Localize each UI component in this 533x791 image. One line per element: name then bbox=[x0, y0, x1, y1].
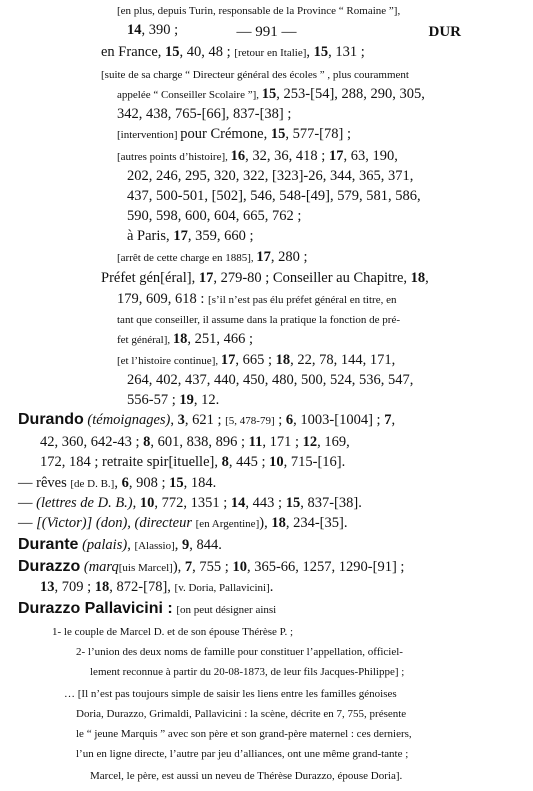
index-text: , 443 ; bbox=[245, 495, 286, 511]
index-text: , bbox=[425, 270, 429, 286]
index-line bbox=[127, 390, 219, 410]
index-text: 17 bbox=[328, 148, 344, 164]
index-text: , bbox=[127, 537, 135, 553]
index-text: , 234-[35]. bbox=[285, 515, 348, 531]
index-line bbox=[90, 765, 402, 786]
index-text: 7 bbox=[184, 559, 193, 575]
index-text: , 837-[38]. bbox=[300, 495, 362, 511]
index-line bbox=[40, 432, 350, 452]
index-text: [de D. B.] bbox=[70, 478, 115, 490]
index-text: 16 bbox=[230, 148, 246, 164]
index-text: 13 bbox=[40, 579, 55, 595]
index-text: [on peut désigner ainsi bbox=[176, 604, 277, 616]
index-text: ), bbox=[172, 559, 185, 575]
index-text: Doria, Durazzo, Grimaldi, Pallavicini : la scène, décrite en 7, 755, présente bbox=[76, 708, 407, 720]
index-text: , 1003-[1004] ; bbox=[293, 412, 385, 428]
page-number: — 991 — bbox=[236, 24, 297, 40]
index-text: 8 bbox=[143, 434, 151, 450]
index-line bbox=[127, 20, 178, 40]
index-line bbox=[18, 410, 395, 431]
index-line bbox=[127, 226, 253, 246]
index-text: , 184. bbox=[183, 475, 217, 491]
index-line bbox=[76, 743, 408, 764]
index-text: , 445 ; bbox=[228, 454, 270, 470]
index-text: , 872-[78], bbox=[109, 579, 175, 595]
index-line bbox=[127, 370, 413, 390]
index-text: pour Crémone, bbox=[180, 126, 271, 142]
index-line bbox=[117, 329, 253, 350]
index-text: appelée “ Conseiller Scolaire ”], bbox=[117, 89, 262, 101]
index-text: [retour en Italie] bbox=[234, 47, 307, 59]
index-text: 202, 246, 295, 320, 322, [323]-26, 344, 365, 371, bbox=[127, 168, 414, 184]
index-text: [v. Doria, Pallavicini] bbox=[174, 582, 270, 594]
index-line bbox=[18, 535, 222, 556]
index-text: , bbox=[132, 495, 140, 511]
index-text: 18 bbox=[172, 331, 188, 347]
index-text: , 715-[16]. bbox=[283, 454, 346, 470]
index-text: , bbox=[391, 412, 396, 428]
entry-headword: Durante bbox=[18, 536, 79, 553]
index-line bbox=[18, 473, 216, 494]
index-line bbox=[117, 289, 396, 310]
index-text: 1- le couple de Marcel D. et de son épouse Thérèse P. ; bbox=[52, 626, 294, 638]
index-text: 18 bbox=[275, 352, 291, 368]
index-text: 590, 598, 600, 604, 665, 762 ; bbox=[127, 208, 302, 224]
index-text: , bbox=[170, 412, 178, 428]
index-text: à Paris, bbox=[127, 228, 174, 244]
index-text: ; bbox=[274, 412, 286, 428]
index-text: 18 bbox=[410, 270, 426, 286]
index-text: (témoignages) bbox=[87, 412, 171, 428]
index-line bbox=[101, 268, 429, 288]
entry-headword: Durazzo bbox=[18, 558, 81, 575]
index-line bbox=[117, 350, 395, 371]
index-text: , 621 ; bbox=[184, 412, 226, 428]
index-text: , 131 ; bbox=[328, 44, 365, 60]
index-text: . bbox=[269, 579, 274, 595]
index-text: 179, 609, 618 : bbox=[117, 291, 209, 307]
index-line bbox=[64, 683, 397, 704]
index-text: 437, 500-501, [502], 546, 548-[49], 579, 581, 586, bbox=[127, 188, 421, 204]
index-text: en France, bbox=[101, 44, 166, 60]
index-line bbox=[127, 206, 301, 226]
index-text: , 577-[78] ; bbox=[285, 126, 351, 142]
index-text: ), bbox=[259, 515, 272, 531]
index-text: lement reconnue à partir du 20-08-1873, de leur fils Jacques-Philippe] ; bbox=[90, 666, 405, 678]
index-text: , 40, 48 ; bbox=[179, 44, 235, 60]
index-text: , 63, 190, bbox=[343, 148, 398, 164]
index-text: 42, 360, 642-43 ; bbox=[40, 434, 144, 450]
index-text: (lettres de D. B.) bbox=[36, 495, 133, 511]
index-text: 10 bbox=[269, 454, 284, 470]
index-text: [autres points d’histoire], bbox=[117, 151, 231, 163]
index-line bbox=[127, 166, 413, 186]
index-text: [(Victor)] (don), (directeur bbox=[36, 515, 196, 531]
index-line bbox=[76, 723, 412, 744]
index-text: , 22, 78, 144, 171, bbox=[290, 352, 396, 368]
index-text: 18 bbox=[271, 515, 286, 531]
index-text: , 12. bbox=[193, 392, 220, 408]
index-text: [uis Marcel] bbox=[118, 562, 173, 574]
index-text: 15 bbox=[169, 475, 184, 491]
index-line bbox=[18, 557, 404, 578]
index-text: — bbox=[18, 515, 37, 531]
index-text: 8 bbox=[221, 454, 229, 470]
index-text: 17 bbox=[220, 352, 236, 368]
index-text: , 32, 36, 418 ; bbox=[245, 148, 329, 164]
index-line bbox=[18, 599, 276, 620]
index-text: [en Argentine] bbox=[195, 518, 260, 530]
entry-headword: Durazzo Pallavicini : bbox=[18, 600, 173, 617]
index-text: , 253-[54], 288, 290, 305, bbox=[276, 86, 425, 102]
index-text: 14 bbox=[230, 495, 246, 511]
index-text: Marcel, le père, est aussi un neveu de Thérèse Durazzo, épouse Doria]. bbox=[90, 770, 403, 782]
index-text: , bbox=[306, 44, 314, 60]
index-text: 19 bbox=[179, 392, 194, 408]
index-text: , bbox=[174, 537, 183, 553]
index-text: 18 bbox=[94, 579, 110, 595]
index-line bbox=[101, 64, 409, 85]
index-text: [en plus, depuis Turin, responsable de la Province “ Romaine ”], bbox=[117, 5, 401, 17]
index-text: (palais) bbox=[82, 537, 128, 553]
index-text: 9 bbox=[182, 537, 190, 553]
index-line bbox=[76, 641, 403, 662]
index-text: 15 bbox=[270, 126, 286, 142]
index-text: [Alassio] bbox=[134, 540, 175, 552]
index-text: 11 bbox=[248, 434, 263, 450]
index-text: , bbox=[114, 475, 122, 491]
index-text: 264, 402, 437, 440, 450, 480, 500, 524, 536, 547, bbox=[127, 372, 414, 388]
index-text: [arrêt de cette charge en 1885], bbox=[117, 252, 257, 264]
index-line bbox=[117, 124, 351, 145]
index-text: [intervention] bbox=[117, 129, 181, 141]
index-text: … [Il n’est pas toujours simple de saisir les liens entre les familles génoises bbox=[64, 688, 397, 700]
index-text: , 279-80 ; Conseiller au Chapitre, bbox=[213, 270, 411, 286]
index-text: tant que conseiller, il assume dans la pratique la fonction de pré- bbox=[117, 314, 401, 326]
index-text: , 169, bbox=[317, 434, 350, 450]
index-text: , 908 ; bbox=[128, 475, 170, 491]
index-text: 17 bbox=[256, 249, 271, 265]
index-text: , 844. bbox=[189, 537, 222, 553]
index-text: 10 bbox=[232, 559, 247, 575]
index-text: , 665 ; bbox=[235, 352, 276, 368]
index-text: , 709 ; bbox=[54, 579, 95, 595]
entry-headword: Durando bbox=[18, 411, 84, 428]
index-text: 3 bbox=[177, 412, 185, 428]
index-text: 7 bbox=[384, 412, 392, 428]
index-text: 14 bbox=[127, 22, 142, 38]
index-text: le “ jeune Marquis ” avec son père et son grand-père maternel : ces derniers, bbox=[76, 728, 412, 740]
index-text: 10 bbox=[139, 495, 155, 511]
index-text: [5, 478-79] bbox=[225, 415, 275, 427]
index-text: — bbox=[18, 495, 37, 511]
index-text: 342, 438, 765-[66], 837-[38] ; bbox=[117, 106, 292, 122]
index-text: l’un en ligne directe, l’autre par jeu d’alliances, ont une même grand-tante ; bbox=[76, 748, 409, 760]
index-line bbox=[117, 104, 291, 124]
index-text: fet général], bbox=[117, 334, 173, 346]
index-text: [et l’histoire continue], bbox=[117, 355, 221, 367]
index-text: , 251, 466 ; bbox=[187, 331, 254, 347]
index-text: , 755 ; bbox=[192, 559, 233, 575]
index-text: 17 bbox=[173, 228, 188, 244]
index-line bbox=[117, 247, 308, 268]
index-text: , 280 ; bbox=[270, 249, 308, 265]
index-line bbox=[117, 0, 400, 21]
index-text: (marq bbox=[83, 559, 119, 575]
index-text: , 390 ; bbox=[141, 22, 179, 38]
running-head: DUR bbox=[428, 24, 461, 40]
index-text: 17 bbox=[198, 270, 214, 286]
index-text: 6 bbox=[121, 475, 129, 491]
index-line bbox=[18, 513, 347, 534]
index-text: 6 bbox=[285, 412, 294, 428]
index-text: 15 bbox=[261, 86, 277, 102]
index-text: 556-57 ; bbox=[127, 392, 180, 408]
index-text: [s’il n’est pas élu préfet général en titre, en bbox=[208, 294, 397, 306]
index-line bbox=[18, 493, 362, 513]
index-text: Préfet gén[éral], bbox=[101, 270, 199, 286]
index-text: [suite de sa charge “ Directeur général des écoles ” , plus couramment bbox=[101, 69, 409, 81]
index-line bbox=[40, 577, 273, 598]
index-line bbox=[117, 84, 425, 105]
index-text: 15 bbox=[165, 44, 180, 60]
index-line bbox=[117, 146, 398, 167]
index-line bbox=[52, 621, 293, 642]
index-line bbox=[40, 452, 345, 472]
index-line bbox=[101, 42, 365, 63]
index-text: — rêves bbox=[18, 475, 71, 491]
index-line bbox=[90, 661, 404, 682]
index-line bbox=[127, 186, 421, 206]
index-text: , 359, 660 ; bbox=[187, 228, 254, 244]
index-text: , 772, 1351 ; bbox=[154, 495, 231, 511]
index-text: 172, 184 ; retraite spir[ituelle], bbox=[40, 454, 222, 470]
index-line bbox=[76, 703, 406, 724]
index-text: , 601, 838, 896 ; bbox=[150, 434, 249, 450]
index-text: , 171 ; bbox=[262, 434, 303, 450]
index-text: 15 bbox=[313, 44, 329, 60]
index-text: 15 bbox=[285, 495, 301, 511]
index-text: 12 bbox=[302, 434, 318, 450]
index-line bbox=[117, 309, 400, 330]
index-text: 2- l’union des deux noms de famille pour constituer l’appellation, officiel- bbox=[76, 646, 403, 658]
index-text: , 365-66, 1257, 1290-[91] ; bbox=[246, 559, 405, 575]
